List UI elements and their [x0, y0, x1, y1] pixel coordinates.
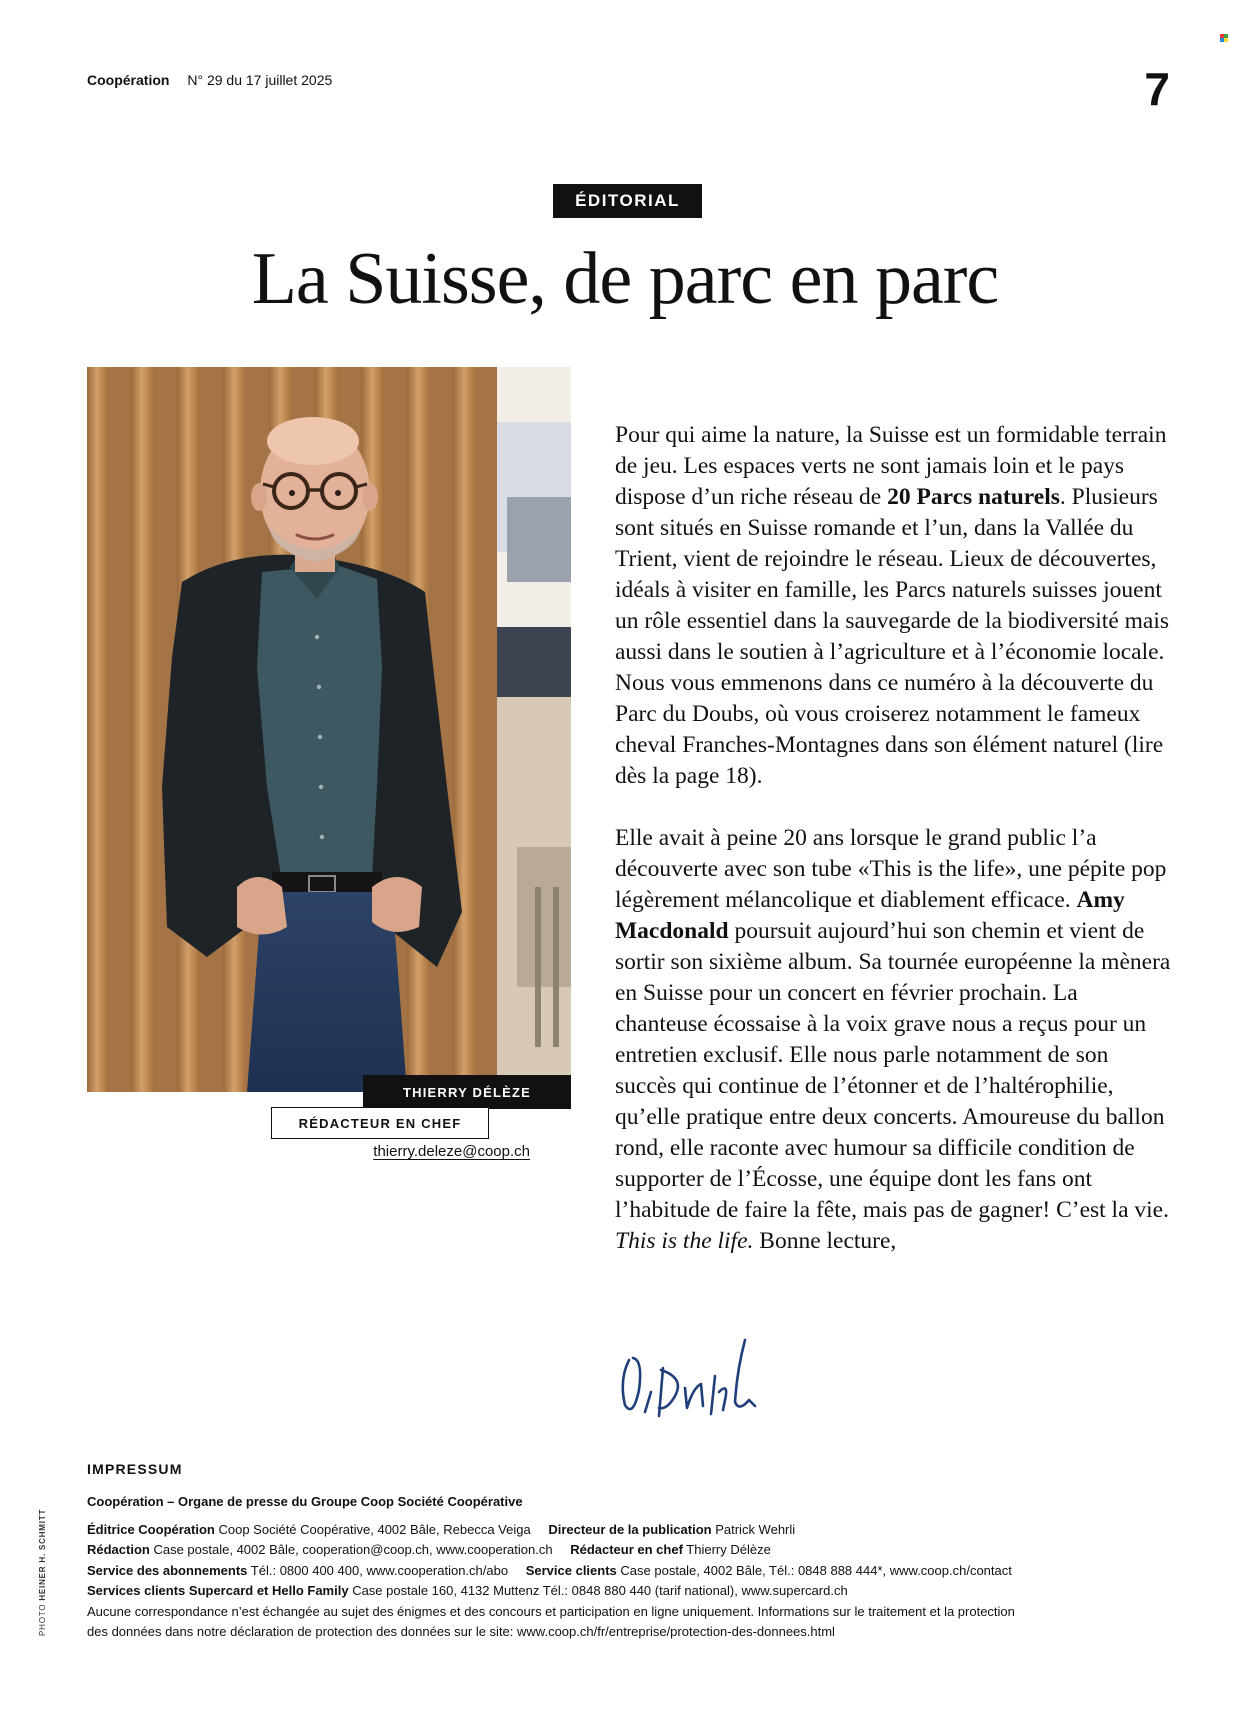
section-tag: ÉDITORIAL [553, 184, 702, 218]
page-header [87, 72, 332, 88]
impressum-lead: Coopération – Organe de presse du Groupe Coop Société Coopérative [87, 1494, 523, 1509]
impressum-notice-line2: des données dans notre déclaration de protection des données sur le site: www.coop.ch/fr/entreprise/protection-des-donnees.html [87, 1624, 835, 1639]
impressum-block [87, 1492, 1127, 1643]
publication-name: Coopération [87, 72, 170, 88]
impressum-row-supercard: Services clients Supercard et Hello Family Case postale 160, 4132 Muttenz Tél.: 0848 880 440 (tarif national), www.supercard.ch [87, 1583, 848, 1598]
song-title: This is the life. [615, 1228, 754, 1254]
photo-credit: PHOTO HEINER H. SCHMITT [38, 1508, 47, 1636]
headline: La Suisse, de parc en parc [251, 238, 999, 320]
registration-mark-icon [1220, 34, 1228, 42]
author-email-link[interactable]: thierry.deleze@coop.ch [373, 1143, 530, 1160]
impressum-row-services: Service des abonnements Tél.: 0800 400 400, www.cooperation.ch/abo Service clients Case postale, 4002 Bâle, Tél.: 0848 888 444*, www.coop.ch/contact [87, 1562, 1012, 1578]
paragraph-parks: Pour qui aime la nature, la Suisse est un formidable terrain de jeu. Les espaces verts ne sont jamais loin et le pays dispose d’un riche réseau de 20 Parcs naturels. Plusieurs sont situés en Suisse romande et l’un, dans la Vallée du Trient, vient de rejoindre le réseau. Lieux de découvertes, idéals à visiter en famille, les Parcs naturels suisses jouent un rôle essentiel dans la sauvegarde de la biodiversité mais aussi dans le soutien à l’agriculture et à l’économie locale. Nous vous emmenons dans ce numéro à la découverte du Parc du Doubs, où vous croiserez notamment le fameux cheval Franches-Montagnes dans son élément naturel (lire dès la page 18). [615, 422, 1170, 789]
author-name-tag: THIERRY DÉLÈZE [363, 1075, 571, 1109]
author-role-tag: RÉDACTEUR EN CHEF [271, 1107, 489, 1139]
author-photo [87, 367, 571, 1092]
paragraph-amy-macdonald: Elle avait à peine 20 ans lorsque le grand public l’a découverte avec son tube «This is the life», une pépite pop légèrement mélancolique et diablement efficace. Amy Macdonald poursuit aujourd’hui son chemin et vient de sortir son sixième album. Sa tournée européenne la mènera en Suisse pour un concert en février prochain. La chanteuse écossaise à la voix grave nous a reçus pour un entretien exclusif. Elle nous parle notamment de son succès qui continue de l’étonner et de l’haltérophilie, qu’elle pratique entre deux concerts. Amoureuse du ballon rond, elle raconte avec humour sa difficile condition de supporter de l’Écosse, une équipe dont les fans ont l’habitude de faire la fête, mais pas de gagner! C’est la vie. This is the life. Bonne lecture, [615, 825, 1171, 1254]
editorial-body [615, 420, 1175, 1288]
impressum-row-redaction: Rédaction Case postale, 4002 Bâle, cooperation@coop.ch, www.cooperation.ch Rédacteur en chef Thierry Délèze [87, 1542, 771, 1557]
impressum-row-editrice: Éditrice Coopération Coop Société Coopérative, 4002 Bâle, Rebecca Veiga Directeur de la publication Patrick Wehrli [87, 1521, 796, 1537]
page-number: 7 [1144, 63, 1170, 115]
highlight-parks: 20 Parcs naturels [887, 484, 1060, 510]
issue-date: N° 29 du 17 juillet 2025 [187, 72, 333, 88]
impressum-title: IMPRESSUM [87, 1461, 183, 1477]
impressum-notice-line1: Aucune correspondance n’est échangée au sujet des énigmes et des concours et participation en ligne uniquement. Informations sur le traitement et la protection [87, 1603, 1015, 1619]
author-signature [615, 1330, 775, 1430]
highlight-artist: Amy Macdonald [615, 887, 1125, 944]
